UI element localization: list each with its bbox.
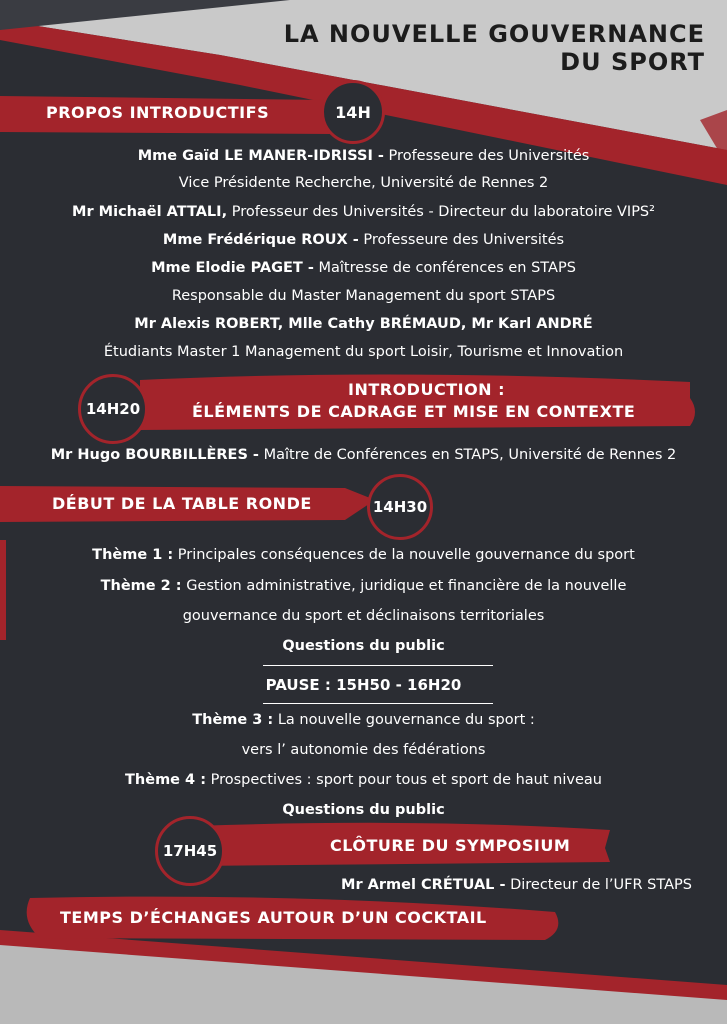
theme-label: Thème 2 : <box>100 578 182 594</box>
propos-introductifs-label: PROPOS INTRODUCTIFS <box>46 103 270 122</box>
speaker-role: Professeure des Universités <box>358 232 565 248</box>
questions-public-2: Questions du public <box>282 802 445 818</box>
page-title <box>284 20 705 76</box>
speaker-role: Responsable du Master Management du sport STAPS <box>171 288 556 304</box>
speaker-line-8 <box>0 344 727 360</box>
speaker-name: Mme Elodie PAGET - <box>151 260 314 276</box>
theme-text: Principales conséquences de la nouvelle gouvernance du sport <box>173 547 635 563</box>
time-17h45: 17H45 <box>155 816 225 886</box>
speaker-role: Étudiants Master 1 Management du sport Loisir, Tourisme et Innovation <box>103 344 624 360</box>
speaker-line-7 <box>0 316 727 332</box>
speaker-name: Mr Armel CRÉTUAL - <box>341 877 506 893</box>
time-14h20: 14H20 <box>78 374 148 444</box>
speaker-name: Mr Hugo BOURBILLÈRES - <box>50 447 259 463</box>
speaker-line-4 <box>0 232 727 248</box>
title-line-1: LA NOUVELLE GOUVERNANCE <box>283 20 705 48</box>
cadrage-label: ÉLÉMENTS DE CADRAGE ET MISE EN CONTEXTE <box>192 402 636 421</box>
speaker-role: Maîtresse de conférences en STAPS <box>313 260 576 276</box>
theme-label: Thème 1 : <box>92 547 174 563</box>
theme-3-cont <box>0 742 727 758</box>
introduction-label: INTRODUCTION : <box>348 380 506 399</box>
speaker-role: Professeur des Universités - Directeur du laboratoire VIPS² <box>227 204 655 220</box>
theme-text: vers l’ autonomie des fédérations <box>241 742 486 758</box>
speaker-role: Vice Présidente Recherche, Université de Rennes 2 <box>178 175 549 191</box>
theme-3 <box>0 712 727 728</box>
speaker-name: Mr Michaël ATTALI, <box>72 204 228 220</box>
cloture-label: CLÔTURE DU SYMPOSIUM <box>330 836 571 855</box>
speaker-name: Mme Frédérique ROUX - <box>162 232 359 248</box>
speaker-line-5 <box>0 260 727 276</box>
cocktail-label: TEMPS D’ÉCHANGES AUTOUR D’UN COCKTAIL <box>60 908 487 927</box>
speaker-line-1 <box>0 148 727 164</box>
theme-label: Thème 4 : <box>125 772 206 788</box>
speaker-role: Directeur de l’UFR STAPS <box>505 877 692 893</box>
theme-1 <box>0 547 727 563</box>
speaker-line-3 <box>0 204 727 220</box>
speaker-line-6 <box>0 288 727 304</box>
theme-text: Gestion administrative, juridique et financière de la nouvelle <box>181 578 627 594</box>
theme-label: Thème 3 : <box>192 712 274 728</box>
theme-2-cont <box>0 608 727 624</box>
speaker-role: Professeure des Universités <box>383 148 590 164</box>
theme-text: La nouvelle gouvernance du sport : <box>273 712 535 728</box>
divider-bottom <box>263 703 493 704</box>
theme-text: Prospectives : sport pour tous et sport de haut niveau <box>206 772 602 788</box>
speaker-role: Maître de Conférences en STAPS, Université de Rennes 2 <box>258 447 677 463</box>
speaker-name: Mme Gaïd LE MANER-IDRISSI - <box>137 148 384 164</box>
theme-4 <box>0 772 727 788</box>
theme-2 <box>0 578 727 594</box>
speaker-name: Mr Alexis ROBERT, Mlle Cathy BRÉMAUD, Mr Karl ANDRÉ <box>134 316 593 332</box>
pause: PAUSE : 15H50 - 16H20 <box>265 676 462 694</box>
table-ronde-label: DÉBUT DE LA TABLE RONDE <box>52 494 312 513</box>
theme-text: gouvernance du sport et déclinaisons territoriales <box>182 608 545 624</box>
introduction-speaker <box>0 447 727 463</box>
speaker-line-2 <box>0 175 727 191</box>
cloture-speaker <box>0 877 727 893</box>
time-14h30: 14H30 <box>367 474 433 540</box>
time-14h: 14H <box>321 80 385 144</box>
title-line-2: DU SPORT <box>560 48 705 76</box>
questions-public-1: Questions du public <box>282 638 445 654</box>
divider-top <box>263 665 493 666</box>
